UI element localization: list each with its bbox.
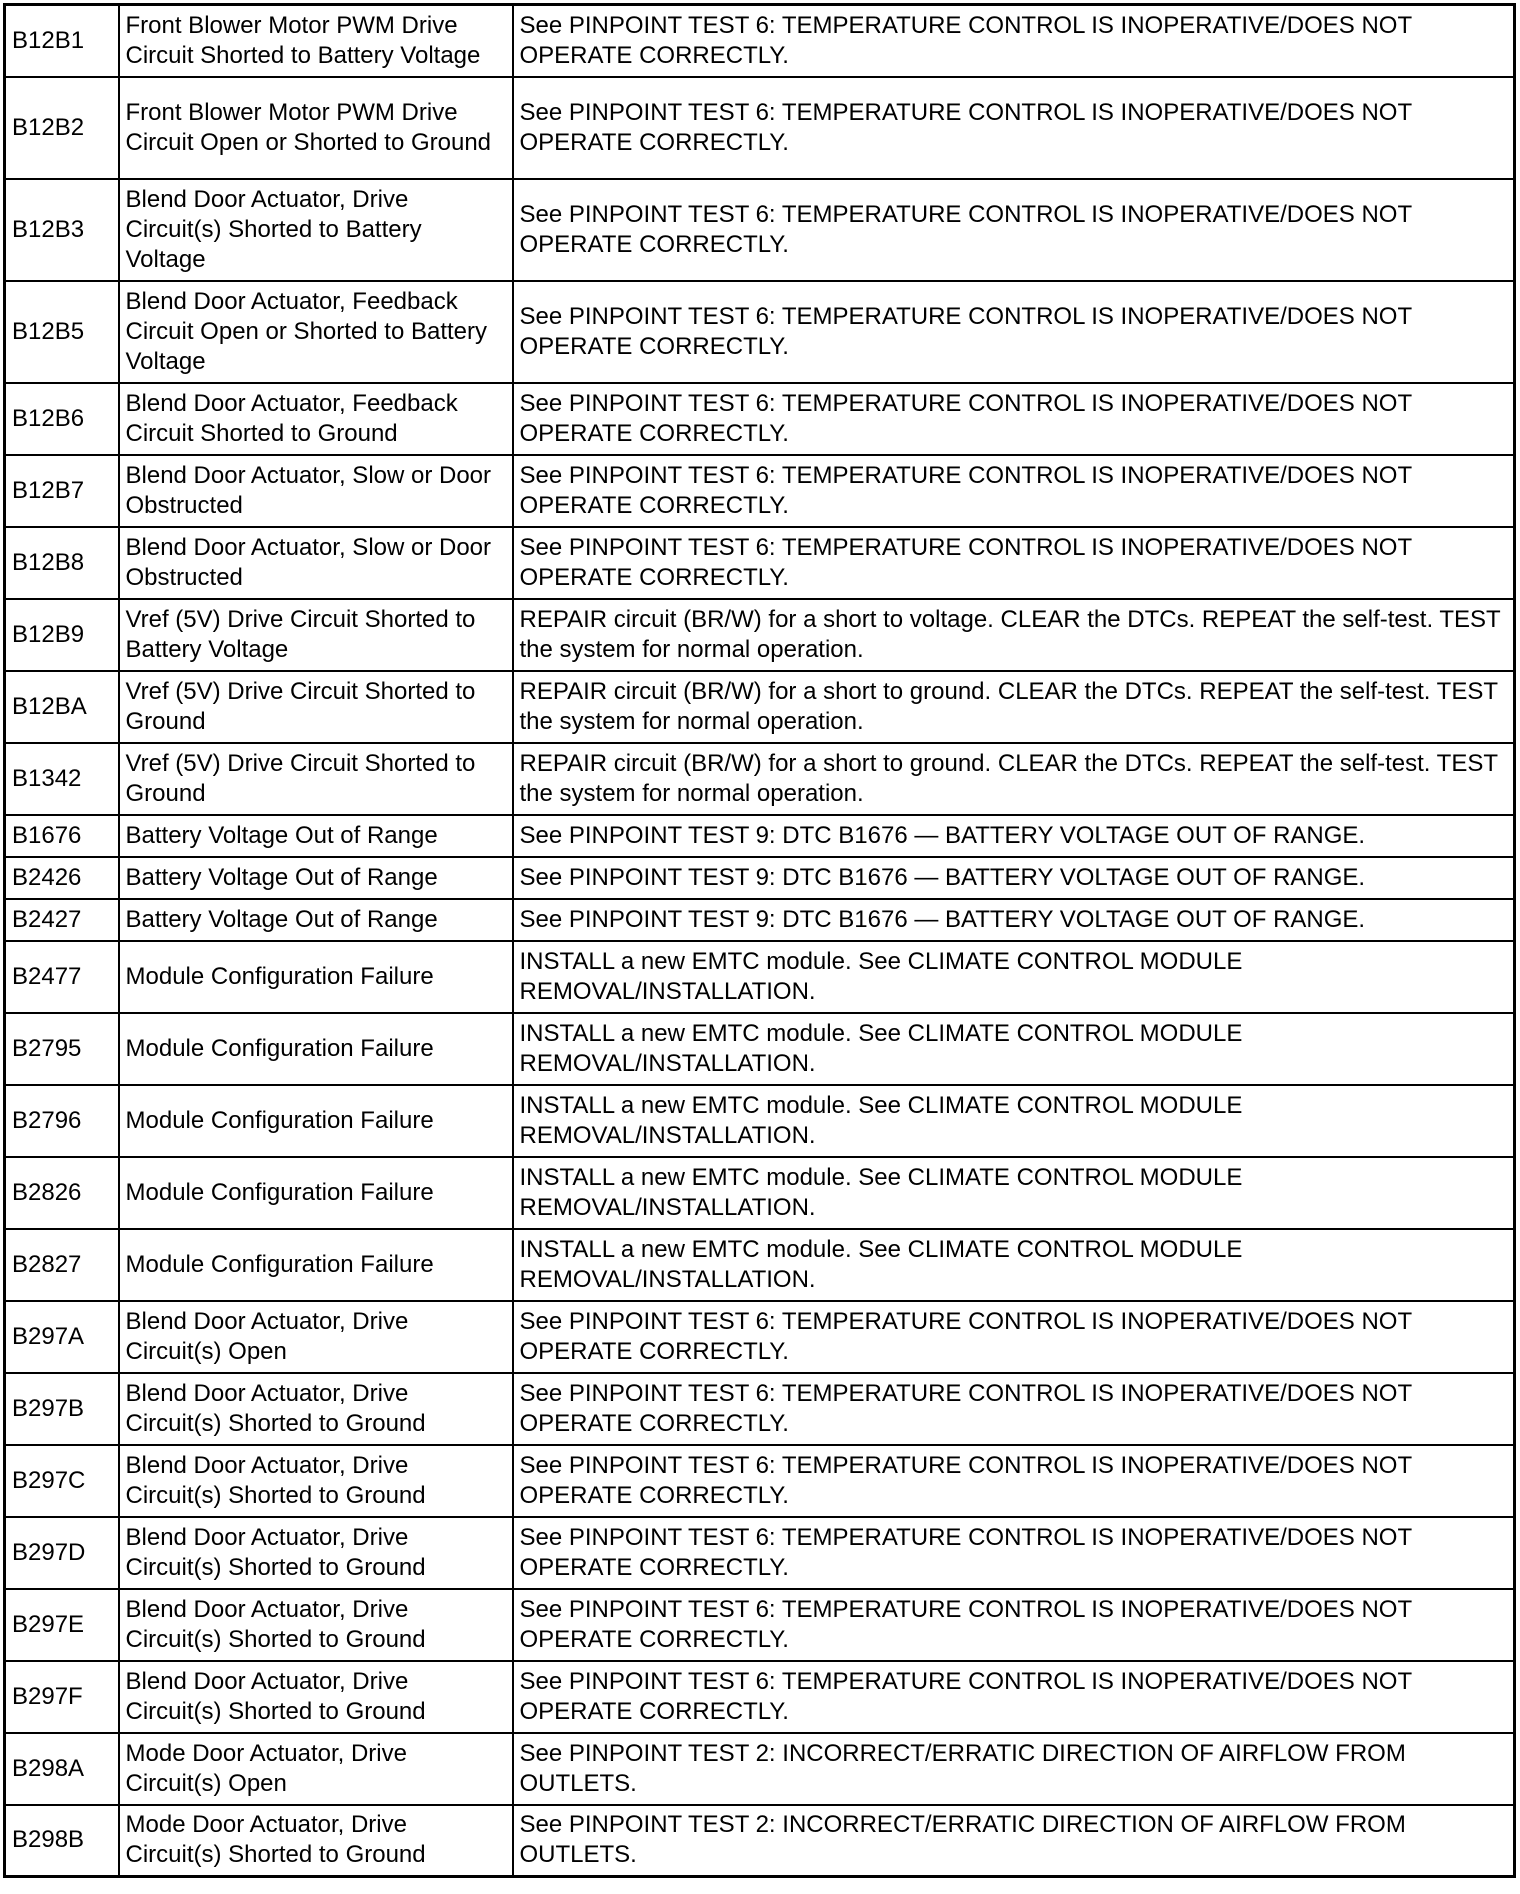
dtc-description: Module Configuration Failure	[119, 1229, 513, 1301]
dtc-action: See PINPOINT TEST 6: TEMPERATURE CONTROL IS INOPERATIVE/DOES NOT OPERATE CORRECTLY.	[513, 77, 1515, 179]
dtc-action: See PINPOINT TEST 6: TEMPERATURE CONTROL IS INOPERATIVE/DOES NOT OPERATE CORRECTLY.	[513, 527, 1515, 599]
dtc-description: Blend Door Actuator, Slow or Door Obstructed	[119, 527, 513, 599]
dtc-code: B12B7	[5, 455, 119, 527]
dtc-description: Blend Door Actuator, Drive Circuit(s) Shorted to Ground	[119, 1373, 513, 1445]
dtc-description: Mode Door Actuator, Drive Circuit(s) Shorted to Ground	[119, 1805, 513, 1877]
table-row	[5, 1013, 1515, 1085]
table-row	[5, 1229, 1515, 1301]
dtc-code: B2826	[5, 1157, 119, 1229]
table-row	[5, 281, 1515, 383]
dtc-action: See PINPOINT TEST 6: TEMPERATURE CONTROL IS INOPERATIVE/DOES NOT OPERATE CORRECTLY.	[513, 455, 1515, 527]
dtc-description: Module Configuration Failure	[119, 1085, 513, 1157]
dtc-description: Front Blower Motor PWM Drive Circuit Shorted to Battery Voltage	[119, 5, 513, 77]
dtc-code: B2426	[5, 857, 119, 899]
table-row	[5, 743, 1515, 815]
dtc-action: See PINPOINT TEST 6: TEMPERATURE CONTROL IS INOPERATIVE/DOES NOT OPERATE CORRECTLY.	[513, 5, 1515, 77]
dtc-code: B2795	[5, 1013, 119, 1085]
table-row	[5, 899, 1515, 941]
dtc-code: B12B9	[5, 599, 119, 671]
dtc-code: B12B8	[5, 527, 119, 599]
table-row	[5, 1157, 1515, 1229]
table-row	[5, 599, 1515, 671]
dtc-code: B297F	[5, 1661, 119, 1733]
dtc-description: Module Configuration Failure	[119, 1157, 513, 1229]
dtc-code: B297D	[5, 1517, 119, 1589]
dtc-code: B298B	[5, 1805, 119, 1877]
dtc-code: B12BA	[5, 671, 119, 743]
dtc-action: INSTALL a new EMTC module. See CLIMATE CONTROL MODULE REMOVAL/INSTALLATION.	[513, 1157, 1515, 1229]
dtc-description: Mode Door Actuator, Drive Circuit(s) Open	[119, 1733, 513, 1805]
dtc-action: See PINPOINT TEST 6: TEMPERATURE CONTROL IS INOPERATIVE/DOES NOT OPERATE CORRECTLY.	[513, 1373, 1515, 1445]
dtc-table	[3, 3, 1516, 1878]
dtc-action: See PINPOINT TEST 6: TEMPERATURE CONTROL IS INOPERATIVE/DOES NOT OPERATE CORRECTLY.	[513, 179, 1515, 281]
dtc-code: B12B6	[5, 383, 119, 455]
table-row	[5, 1589, 1515, 1661]
dtc-description: Blend Door Actuator, Slow or Door Obstructed	[119, 455, 513, 527]
dtc-description: Blend Door Actuator, Drive Circuit(s) Shorted to Ground	[119, 1661, 513, 1733]
dtc-code: B298A	[5, 1733, 119, 1805]
dtc-code: B12B3	[5, 179, 119, 281]
dtc-action: See PINPOINT TEST 6: TEMPERATURE CONTROL IS INOPERATIVE/DOES NOT OPERATE CORRECTLY.	[513, 1589, 1515, 1661]
table-row	[5, 941, 1515, 1013]
dtc-action: See PINPOINT TEST 2: INCORRECT/ERRATIC DIRECTION OF AIRFLOW FROM OUTLETS.	[513, 1733, 1515, 1805]
table-row	[5, 1373, 1515, 1445]
table-row	[5, 455, 1515, 527]
dtc-code: B2827	[5, 1229, 119, 1301]
dtc-code: B12B1	[5, 5, 119, 77]
dtc-code: B2796	[5, 1085, 119, 1157]
dtc-code: B1342	[5, 743, 119, 815]
table-row	[5, 179, 1515, 281]
dtc-code: B297A	[5, 1301, 119, 1373]
dtc-description: Vref (5V) Drive Circuit Shorted to Battery Voltage	[119, 599, 513, 671]
dtc-description: Blend Door Actuator, Drive Circuit(s) Shorted to Ground	[119, 1445, 513, 1517]
dtc-action: See PINPOINT TEST 6: TEMPERATURE CONTROL IS INOPERATIVE/DOES NOT OPERATE CORRECTLY.	[513, 1517, 1515, 1589]
dtc-action: INSTALL a new EMTC module. See CLIMATE CONTROL MODULE REMOVAL/INSTALLATION.	[513, 1085, 1515, 1157]
dtc-code: B12B5	[5, 281, 119, 383]
dtc-description: Blend Door Actuator, Feedback Circuit Open or Shorted to Battery Voltage	[119, 281, 513, 383]
dtc-description: Blend Door Actuator, Feedback Circuit Shorted to Ground	[119, 383, 513, 455]
dtc-code: B12B2	[5, 77, 119, 179]
dtc-description: Blend Door Actuator, Drive Circuit(s) Shorted to Ground	[119, 1517, 513, 1589]
dtc-action: See PINPOINT TEST 6: TEMPERATURE CONTROL IS INOPERATIVE/DOES NOT OPERATE CORRECTLY.	[513, 1445, 1515, 1517]
dtc-action: See PINPOINT TEST 9: DTC B1676 — BATTERY VOLTAGE OUT OF RANGE.	[513, 899, 1515, 941]
dtc-action: INSTALL a new EMTC module. See CLIMATE CONTROL MODULE REMOVAL/INSTALLATION.	[513, 1229, 1515, 1301]
dtc-code: B297C	[5, 1445, 119, 1517]
table-row	[5, 671, 1515, 743]
dtc-description: Battery Voltage Out of Range	[119, 815, 513, 857]
dtc-action: REPAIR circuit (BR/W) for a short to ground. CLEAR the DTCs. REPEAT the self-test. TEST the system for normal operation.	[513, 743, 1515, 815]
dtc-description: Vref (5V) Drive Circuit Shorted to Ground	[119, 743, 513, 815]
dtc-action: See PINPOINT TEST 2: INCORRECT/ERRATIC DIRECTION OF AIRFLOW FROM OUTLETS.	[513, 1805, 1515, 1877]
dtc-action: See PINPOINT TEST 6: TEMPERATURE CONTROL IS INOPERATIVE/DOES NOT OPERATE CORRECTLY.	[513, 281, 1515, 383]
dtc-description: Vref (5V) Drive Circuit Shorted to Ground	[119, 671, 513, 743]
dtc-action: INSTALL a new EMTC module. See CLIMATE CONTROL MODULE REMOVAL/INSTALLATION.	[513, 1013, 1515, 1085]
dtc-description: Battery Voltage Out of Range	[119, 857, 513, 899]
dtc-code: B297E	[5, 1589, 119, 1661]
table-row	[5, 5, 1515, 77]
dtc-description: Module Configuration Failure	[119, 1013, 513, 1085]
table-row	[5, 1805, 1515, 1877]
dtc-description: Module Configuration Failure	[119, 941, 513, 1013]
table-row	[5, 77, 1515, 179]
table-row	[5, 815, 1515, 857]
dtc-description: Front Blower Motor PWM Drive Circuit Open or Shorted to Ground	[119, 77, 513, 179]
dtc-code: B297B	[5, 1373, 119, 1445]
table-row	[5, 1517, 1515, 1589]
table-row	[5, 857, 1515, 899]
dtc-action: REPAIR circuit (BR/W) for a short to voltage. CLEAR the DTCs. REPEAT the self-test. TEST the system for normal operation.	[513, 599, 1515, 671]
dtc-description: Battery Voltage Out of Range	[119, 899, 513, 941]
dtc-action: See PINPOINT TEST 6: TEMPERATURE CONTROL IS INOPERATIVE/DOES NOT OPERATE CORRECTLY.	[513, 1661, 1515, 1733]
table-row	[5, 1301, 1515, 1373]
dtc-action: See PINPOINT TEST 9: DTC B1676 — BATTERY VOLTAGE OUT OF RANGE.	[513, 815, 1515, 857]
dtc-table-body	[5, 5, 1515, 1877]
dtc-description: Blend Door Actuator, Drive Circuit(s) Open	[119, 1301, 513, 1373]
table-row	[5, 1085, 1515, 1157]
dtc-action: See PINPOINT TEST 6: TEMPERATURE CONTROL IS INOPERATIVE/DOES NOT OPERATE CORRECTLY.	[513, 1301, 1515, 1373]
dtc-code: B2427	[5, 899, 119, 941]
dtc-code: B2477	[5, 941, 119, 1013]
dtc-description: Blend Door Actuator, Drive Circuit(s) Shorted to Battery Voltage	[119, 179, 513, 281]
dtc-action: INSTALL a new EMTC module. See CLIMATE CONTROL MODULE REMOVAL/INSTALLATION.	[513, 941, 1515, 1013]
dtc-description: Blend Door Actuator, Drive Circuit(s) Shorted to Ground	[119, 1589, 513, 1661]
table-row	[5, 527, 1515, 599]
dtc-action: See PINPOINT TEST 9: DTC B1676 — BATTERY VOLTAGE OUT OF RANGE.	[513, 857, 1515, 899]
table-row	[5, 1733, 1515, 1805]
table-row	[5, 1445, 1515, 1517]
dtc-action: See PINPOINT TEST 6: TEMPERATURE CONTROL IS INOPERATIVE/DOES NOT OPERATE CORRECTLY.	[513, 383, 1515, 455]
dtc-code: B1676	[5, 815, 119, 857]
table-row	[5, 383, 1515, 455]
table-row	[5, 1661, 1515, 1733]
dtc-action: REPAIR circuit (BR/W) for a short to ground. CLEAR the DTCs. REPEAT the self-test. TEST the system for normal operation.	[513, 671, 1515, 743]
